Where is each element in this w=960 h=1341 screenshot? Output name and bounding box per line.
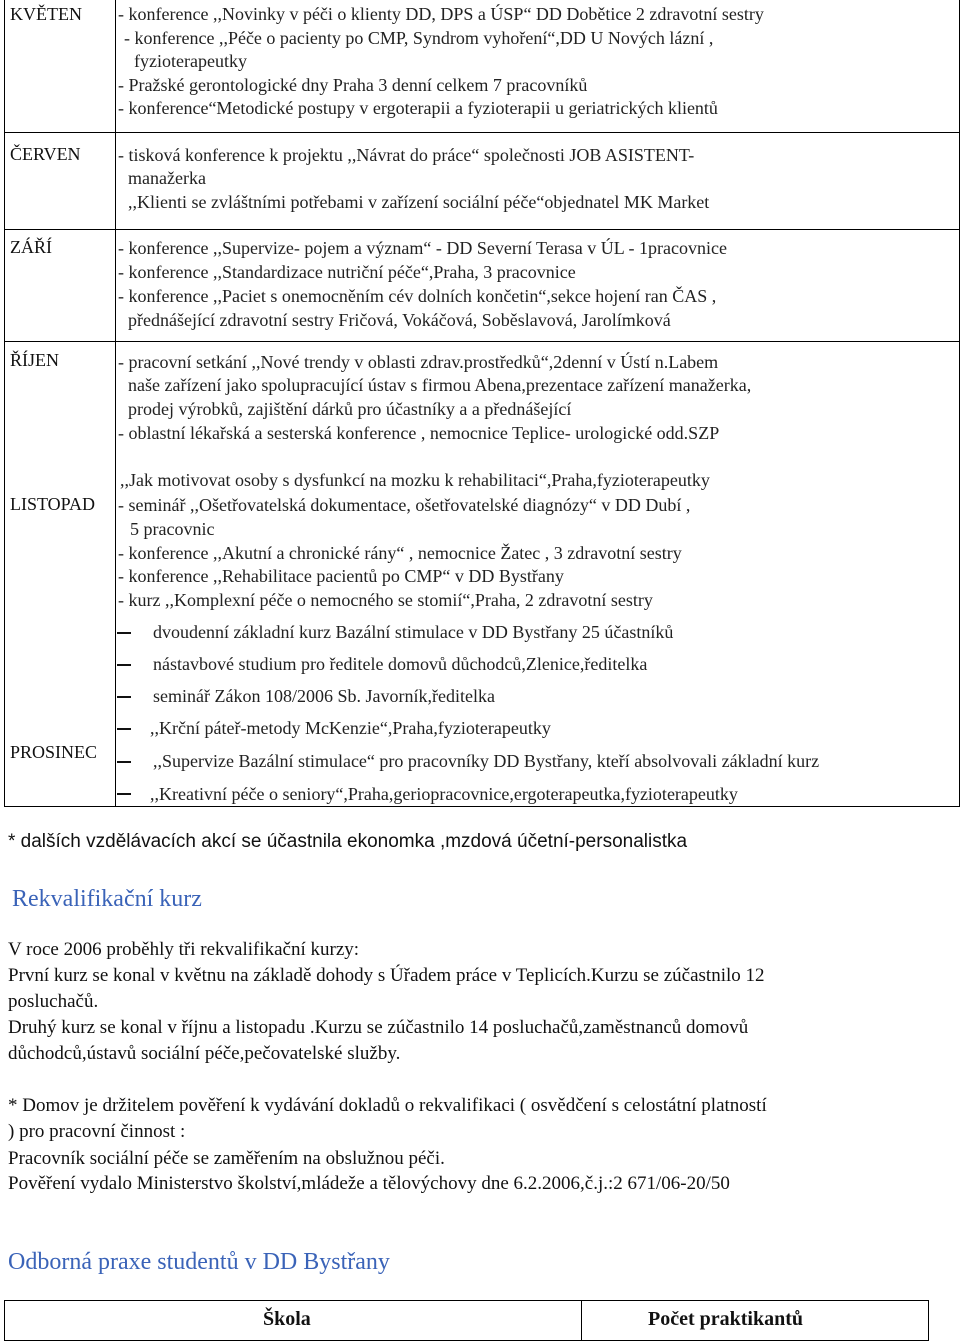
- list-dash: [117, 664, 131, 666]
- month-label-cerven: ČERVEN: [10, 144, 81, 164]
- schedule-line: ,,Klienti se zvláštními potřebami v zařízení sociální péče“objednatel MK Market: [128, 192, 710, 212]
- list-dash: [117, 793, 131, 795]
- schedule-line: - Pražské gerontologické dny Praha 3 denní celkem 7 pracovníků: [118, 75, 588, 95]
- schedule-line: 5 pracovnic: [130, 519, 215, 539]
- paragraph-line: První kurz se konal v květnu na základě dohody s Úřadem práce v Teplicích.Kurzu se zúčastnilo 12: [8, 965, 765, 986]
- schedule-line: - konference“Metodické postupy v ergoterapii a fyzioterapii u geriatrických klientů: [118, 98, 718, 118]
- table-header-cell: [5, 1301, 582, 1340]
- schedule-line: přednášející zdravotní sestry Fričová, Vokáčová, Soběslavová, Jarolímková: [128, 310, 671, 330]
- schedule-line: ,,Krční páteř-metody McKenzie“,Praha,fyzioterapeutky: [150, 718, 551, 738]
- paragraph-line: V roce 2006 proběhly tři rekvalifikační kurzy:: [8, 939, 360, 960]
- paragraph-line: posluchačů.: [8, 991, 99, 1012]
- month-label-prosinec: PROSINEC: [10, 742, 98, 762]
- schedule-line: - seminář ,,Ošetřovatelská dokumentace, ošetřovatelské diagnózy“ v DD Dubí ,: [118, 495, 691, 515]
- schedule-line: - konference ,,Paciet s onemocněním cév dolních končetin“,sekce hojení ran ČAS ,: [118, 286, 717, 306]
- paragraph-line: Druhý kurz se konal v říjnu a listopadu .Kurzu se zúčastnilo 14 posluchačů,zaměstnanců domovů: [8, 1017, 749, 1038]
- month-label-kveten: KVĚTEN: [10, 4, 82, 24]
- schedule-line: - kurz ,,Komplexní péče o nemocného se stomií“,Praha, 2 zdravotní sestry: [118, 590, 653, 610]
- schedule-line: - konference ,,Novinky v péči o klienty DD, DPS a ÚSP“ DD Dobětice 2 zdravotní sestry: [118, 4, 764, 24]
- schedule-line: manažerka: [128, 168, 206, 188]
- schedule-line: dvoudenní základní kurz Bazální stimulace v DD Bystřany 25 účastníků: [153, 622, 674, 642]
- paragraph-line: důchodců,ústavů sociální péče,pečovatelské služby.: [8, 1043, 401, 1064]
- schedule-line: ,,Kreativní péče o seniory“,Praha,geriopracovnice,ergoterapeutka,fyzioterapeutky: [150, 784, 738, 804]
- paragraph-line: ) pro pracovní činnost :: [8, 1121, 186, 1142]
- schedule-line: ,,Jak motivovat osoby s dysfunkcí na mozku k rehabilitaci“,Praha,fyzioterapeutky: [120, 470, 710, 490]
- schedule-line: - pracovní setkání ,,Nové trendy v oblasti zdrav.prostředků“,2denní v Ústí n.Labem: [118, 352, 719, 372]
- schedule-line: - konference ,,Standardizace nutriční péče“,Praha, 3 pracovnice: [118, 262, 576, 282]
- footnote: * dalších vzdělávacích akcí se účastnila ekonomka ,mzdová účetní-personalistka: [8, 831, 688, 852]
- schedule-line: ,,Supervize Bazální stimulace“ pro pracovníky DD Bystřany, kteří absolvovali základní kurz: [153, 751, 820, 771]
- list-dash: [117, 728, 131, 730]
- paragraph-line: Pověření vydalo Ministerstvo školství,mládeže a tělovýchovy dne 6.2.2006,č.j.:2 671/06-20/50: [8, 1173, 730, 1194]
- row-divider: [5, 132, 959, 133]
- schedule-line: fyzioterapeutky: [134, 51, 247, 71]
- paragraph-line: Pracovník sociální péče se zaměřením na obslužnou péči.: [8, 1148, 445, 1169]
- table-header-skola: Škola: [263, 1308, 311, 1330]
- schedule-line: - konference ,,Rehabilitace pacientů po CMP“ v DD Bystřany: [118, 566, 564, 586]
- schedule-line: prodej výrobků, zajištění dárků pro účastníky a a přednášející: [128, 399, 572, 419]
- row-divider: [5, 341, 959, 342]
- column-divider: [115, 0, 116, 806]
- section-heading-odborna-praxe: Odborná praxe studentů v DD Bystřany: [8, 1249, 390, 1275]
- month-label-rijen: ŘÍJEN: [10, 350, 59, 370]
- list-dash: [117, 696, 131, 698]
- schedule-line: seminář Zákon 108/2006 Sb. Javorník,ředitelka: [153, 686, 495, 706]
- table-header-cell: [582, 1301, 928, 1340]
- list-dash: [117, 761, 131, 763]
- table-header-pocet-praktikantu: Počet praktikantů: [648, 1308, 803, 1330]
- paragraph-line: * Domov je držitelem pověření k vydávání dokladů o rekvalifikaci ( osvědčení s celostátní platností: [8, 1095, 767, 1116]
- row-divider: [5, 229, 959, 230]
- schedule-line: naše zařízení jako spolupracující ústav s firmou Abena,prezentace zařízení manažerka,: [128, 375, 752, 395]
- month-label-listopad: LISTOPAD: [10, 494, 96, 514]
- section-heading-rekvalifikace: Rekvalifikační kurz: [12, 886, 202, 912]
- list-dash: [117, 632, 131, 634]
- schedule-line: - konference ,,Péče o pacienty po CMP, Syndrom vyhoření“,DD U Nových lázní ,: [124, 28, 714, 48]
- schedule-line: - tisková konference k projektu ,,Návrat do práce“ společnosti JOB ASISTENT-: [118, 145, 695, 165]
- internship-table: [4, 1300, 929, 1341]
- schedule-line: - konference ,,Akutní a chronické rány“ , nemocnice Žatec , 3 zdravotní sestry: [118, 543, 682, 563]
- schedule-line: - konference ,,Supervize- pojem a význam“ - DD Severní Terasa v ÚL - 1pracovnice: [118, 238, 727, 258]
- schedule-line: - oblastní lékařská a sesterská konference , nemocnice Teplice- urologické odd.SZP: [118, 423, 720, 443]
- month-label-zari: ZÁŘÍ: [10, 237, 52, 257]
- schedule-line: nástavbové studium pro ředitele domovů důchodců,Zlenice,ředitelka: [153, 654, 648, 674]
